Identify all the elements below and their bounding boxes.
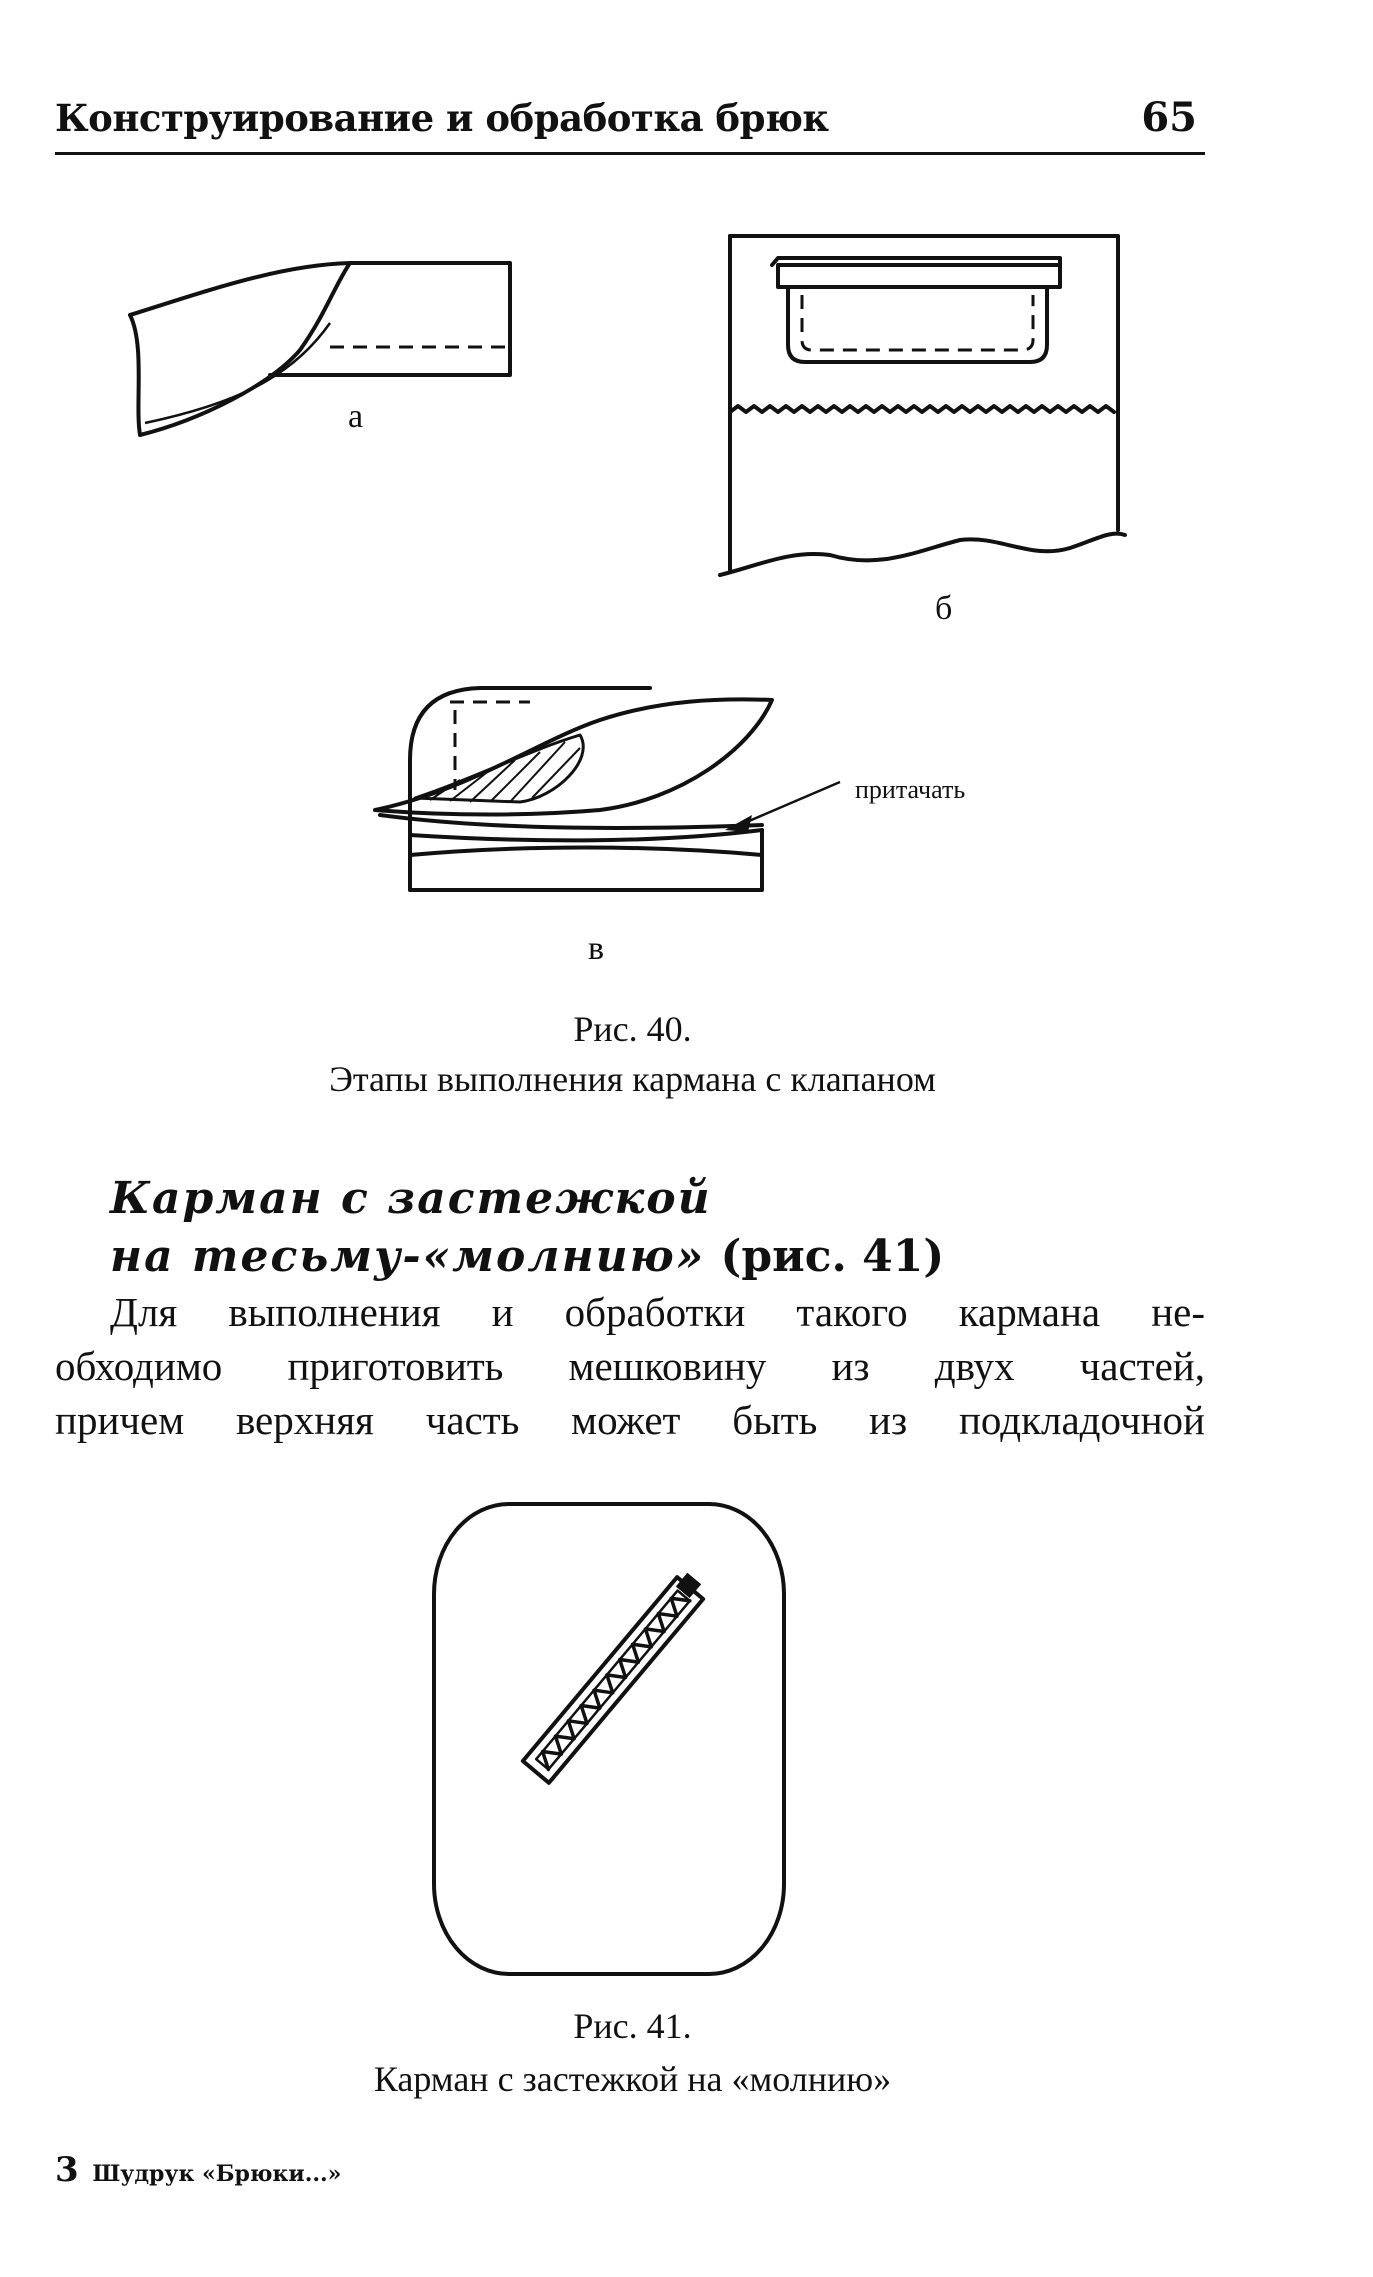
footer-signature xyxy=(55,2150,341,2190)
paragraph-line: обходимо приготовить мешковину из двух частей, xyxy=(55,1343,1205,1389)
figure-41-caption-text: Карман с застежкой на «молнию» xyxy=(373,2059,892,2099)
figure-40b-label: б xyxy=(935,590,953,627)
page-number: 65 xyxy=(1141,94,1197,141)
running-header xyxy=(55,92,1205,155)
figure-41-drawing xyxy=(430,1500,790,1980)
figure-41-caption-number: Рис. 41. xyxy=(573,2006,692,2046)
figure-40-caption-number: Рис. 40. xyxy=(573,1009,692,1049)
section-heading-line2: на тесьму-«молнию» xyxy=(110,1231,706,1282)
figure-40a-drawing xyxy=(120,255,520,445)
figure-40a-label: а xyxy=(348,398,364,435)
header-title: Конструирование и обработка брюк xyxy=(55,96,829,140)
body-paragraph xyxy=(55,1285,1205,1447)
figure-40v-label: в xyxy=(588,930,605,967)
pritachat-annotation: притачать xyxy=(855,775,966,804)
section-heading-ref: (рис. 41) xyxy=(720,1231,945,1282)
figure-40v-drawing xyxy=(370,680,790,900)
signature-number: 3 xyxy=(55,2150,79,2190)
section-heading-line1: Карман с застежкой xyxy=(110,1173,712,1224)
section-heading xyxy=(110,1170,1260,1286)
figure-40-caption-text: Этапы выполнения кармана с клапаном xyxy=(329,1059,936,1099)
figure-40b-drawing xyxy=(700,230,1140,600)
paragraph-line: причем верхняя часть может быть из подкладочной xyxy=(55,1397,1205,1443)
paragraph-line: Для выполнения и обработки такого кармана не- xyxy=(110,1289,1205,1335)
signature-text: Шудрук «Брюки...» xyxy=(92,2161,342,2187)
